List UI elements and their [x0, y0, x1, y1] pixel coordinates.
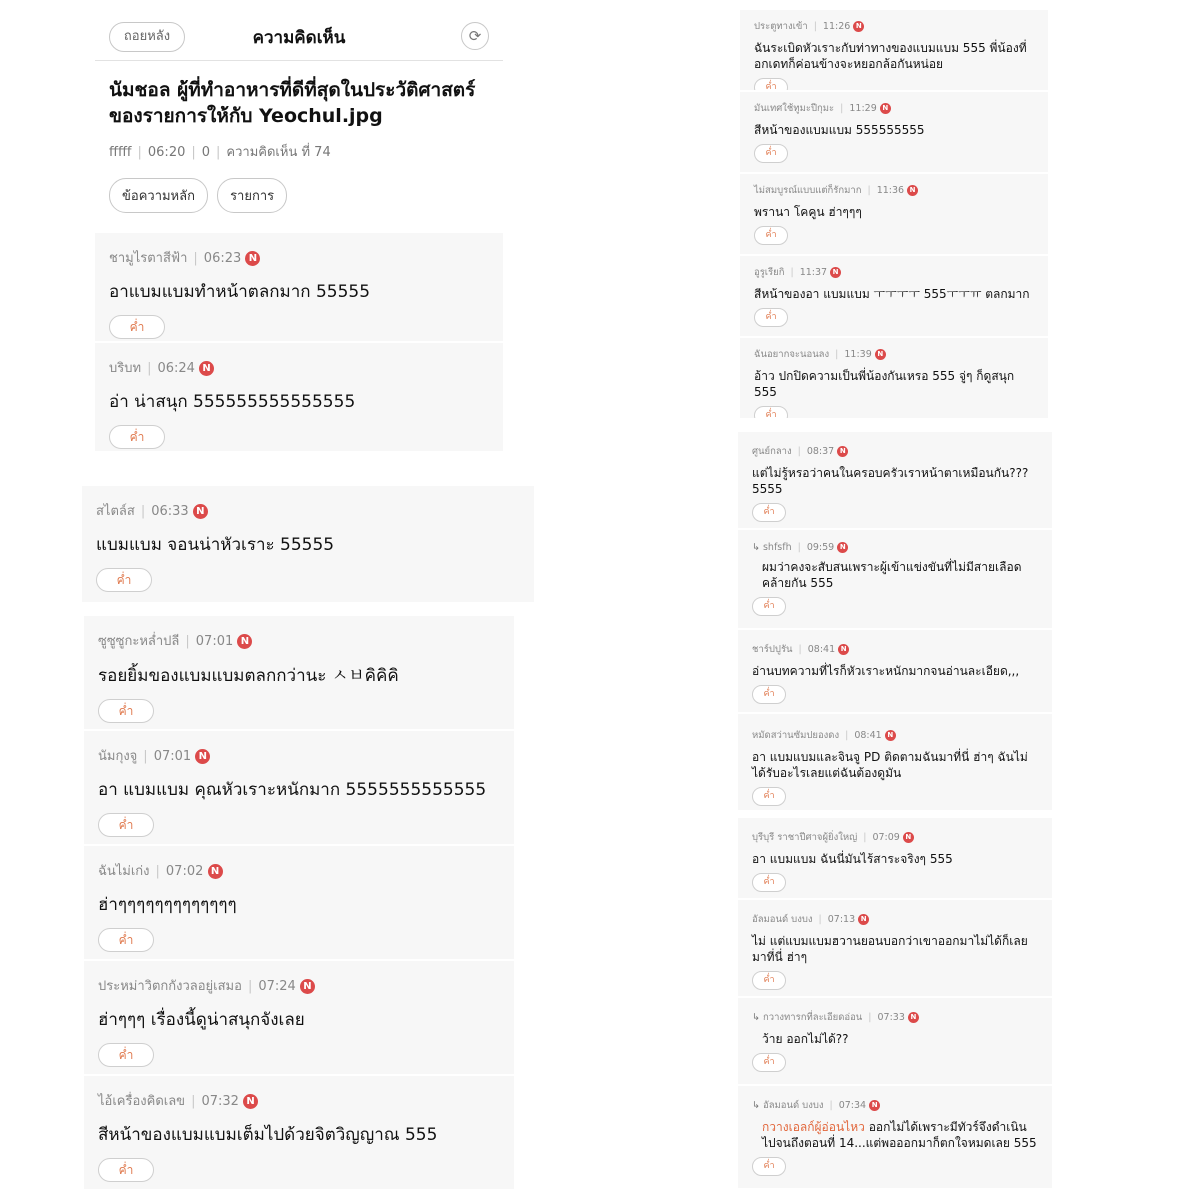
- comment-meta: [754, 183, 1034, 198]
- comment-time: 08:41: [807, 644, 836, 655]
- comment-time: 07:32: [201, 1094, 239, 1109]
- comment-item: [95, 343, 503, 453]
- comment-meta: [109, 357, 489, 378]
- comment-meta: [752, 642, 1038, 657]
- comment-time: 07:02: [165, 864, 204, 879]
- comment-author: ประหม่าวิตกกังวลอยู่เสมอ: [98, 979, 242, 994]
- comment-author: บุรีบุรี ราชาปีศาจผู้ยิ่งใหญ่: [752, 832, 858, 843]
- post-time: 06:20: [147, 145, 186, 160]
- reply-button[interactable]: ค่ำ: [754, 308, 788, 327]
- comment-author: บริบท: [109, 361, 142, 376]
- comment-item: [738, 530, 1052, 630]
- comment-meta: [752, 830, 1038, 845]
- comment-time: 11:37: [799, 267, 828, 278]
- comment-author: ไม่สมบูรณ์แบบแต่ก็รักมาก: [754, 185, 862, 196]
- tab-row: [95, 162, 503, 213]
- comment-text: อ่า น่าสนุก 555555555555555: [109, 392, 356, 412]
- comment-meta: [98, 860, 500, 881]
- meta-divider: |: [867, 185, 871, 196]
- comment-item: [740, 92, 1048, 174]
- comment-item: [738, 630, 1052, 714]
- new-badge-icon: N: [199, 361, 214, 376]
- new-badge-icon: N: [837, 446, 848, 457]
- comment-time: 08:37: [806, 446, 835, 457]
- comment-list: [738, 818, 1052, 1190]
- comment-item: [740, 174, 1048, 256]
- post-count: 0: [201, 145, 211, 160]
- comment-meta: [752, 444, 1038, 459]
- comment-text: สีหน้าของแบมแบมเต็มไปด้วยจิตวิญญาณ 555: [98, 1125, 438, 1145]
- meta-divider: |: [798, 644, 802, 655]
- comment-text: พรานา โคคูน ฮ่าๆๆๆ: [754, 205, 862, 219]
- meta-divider: |: [797, 542, 801, 553]
- meta-divider: |: [155, 864, 160, 879]
- screenshot-bottom-left: [84, 616, 514, 1190]
- comment-item: [738, 998, 1052, 1086]
- reply-button[interactable]: ค่ำ: [98, 928, 154, 952]
- new-badge-icon: N: [245, 251, 260, 266]
- meta-divider: |: [193, 251, 198, 266]
- reply-button[interactable]: ค่ำ: [98, 1043, 154, 1067]
- comment-text: ไม่ แต่แบมแบมฮวานยอนบอกว่าเขาออกมาไม่ได้ก็เลยมาที่นี่ ฮ่าๆ: [752, 934, 1028, 964]
- comment-item: [740, 338, 1048, 420]
- new-badge-icon: N: [880, 103, 891, 114]
- comment-time: 07:24: [258, 979, 296, 994]
- comment-author: อัลมอนด์ บงบง: [752, 914, 813, 925]
- comment-text: อาแบมแบมทำหน้าตลกมาก 55555: [109, 282, 371, 302]
- new-badge-icon: N: [208, 864, 223, 879]
- comment-author: อูรูเรียกิ: [754, 267, 785, 278]
- comment-item: [740, 256, 1048, 338]
- comment-text: ว้าย ออกไม่ได้??: [762, 1032, 849, 1046]
- comment-item: [738, 714, 1052, 812]
- comment-list: [740, 10, 1048, 420]
- post-author: fffff: [109, 145, 132, 160]
- comment-time: 06:33: [151, 504, 189, 519]
- comment-text: แบมแบม จอนน่าหัวเราะ 55555: [96, 535, 335, 555]
- reply-button[interactable]: ค่ำ: [754, 226, 788, 245]
- reply-button[interactable]: ค่ำ: [752, 597, 786, 616]
- comment-time: 11:39: [844, 349, 872, 360]
- tab-list[interactable]: รายการ: [217, 178, 287, 213]
- comment-meta: [752, 542, 1038, 553]
- comment-meta: [98, 975, 500, 996]
- meta-divider: |: [143, 749, 148, 764]
- comment-time: 07:13: [827, 914, 856, 925]
- screenshot-right-2: [738, 432, 1052, 812]
- comment-item: [82, 486, 534, 604]
- reply-button[interactable]: ค่ำ: [752, 787, 786, 806]
- comment-text: รอยยิ้มของแบมแบมตลกกว่านะ ㅅㅂคิคิคิ: [98, 666, 399, 686]
- meta-divider: |: [829, 1100, 833, 1111]
- mention-link[interactable]: กวางเอลก์ผู้อ่อนไหว: [762, 1120, 865, 1134]
- comment-meta: [754, 265, 1034, 280]
- comment-author: ชาร์ปปูรัน: [752, 644, 793, 655]
- new-badge-icon: N: [300, 979, 315, 994]
- comment-time: 07:34: [838, 1100, 867, 1111]
- comment-item: [84, 1076, 514, 1191]
- comment-item: [738, 432, 1052, 530]
- screenshot-right-3: [738, 818, 1052, 1190]
- comment-item: [84, 961, 514, 1076]
- post-meta: fffff | 06:20 | 0 | ความคิดเห็น ที่ 74: [109, 145, 331, 160]
- meta-divider: |: [818, 914, 822, 925]
- reply-button[interactable]: ค่ำ: [98, 1158, 154, 1182]
- comment-author: ฉันอยากจะนอนลง: [754, 349, 830, 360]
- comment-text: ผมว่าคงจะสับสนเพราะผู้เข้าแข่งขันที่ไม่มีสายเลือดคล้ายกัน 555: [762, 560, 1022, 590]
- comment-time: 08:41: [854, 730, 882, 741]
- comment-author: shfsfh: [762, 542, 792, 553]
- comment-author: ซูซูซูกะหล่ำปลี: [98, 634, 180, 649]
- meta-divider: |: [247, 979, 253, 994]
- comment-meta: [752, 1098, 1038, 1113]
- comment-meta: [754, 19, 1034, 34]
- comment-body: ออกไม่ได้เพราะมีทัวร์จึงดำเนินไปจนถึงตอนที่ 14...แต่พอออกมาก็ตกใจหมดเลย 555: [762, 1120, 1037, 1150]
- reply-button[interactable]: ค่ำ: [754, 78, 788, 92]
- new-badge-icon: N: [869, 1100, 880, 1111]
- reply-button[interactable]: ค่ำ: [98, 699, 154, 723]
- reply-button[interactable]: ค่ำ: [754, 144, 788, 163]
- new-badge-icon: N: [830, 267, 841, 278]
- new-badge-icon: N: [193, 504, 208, 519]
- comment-meta: [754, 347, 1034, 362]
- comment-item: [84, 616, 514, 731]
- meta-divider: |: [863, 832, 867, 843]
- meta-divider: |: [140, 504, 146, 519]
- comment-author: ฉันไม่เก่ง: [98, 864, 150, 879]
- comment-text: ฮ่าๆๆๆๆๆๆๆๆๆๆๆๆๆ: [98, 895, 237, 915]
- comment-list: [738, 432, 1052, 812]
- comment-time: 07:01: [153, 749, 192, 764]
- comment-author: นัมกุงจู: [98, 749, 138, 764]
- comment-number: ที่ 74: [301, 145, 331, 160]
- comment-item: [95, 233, 503, 343]
- comment-time: 07:01: [195, 634, 234, 649]
- comment-text: ฉันระเบิดหัวเราะกับท่าทางของแบมแบม 555 พี่น้องที่อกเดทก็ค่อนข้างจะหยอกล้อกันหน่อย: [754, 41, 1027, 71]
- new-badge-icon: N: [875, 349, 886, 360]
- new-badge-icon: N: [908, 1012, 919, 1023]
- meta-divider: |: [845, 730, 849, 741]
- comment-list: [82, 486, 534, 604]
- comment-time: 07:33: [877, 1012, 905, 1023]
- comment-list: [84, 616, 514, 1191]
- new-badge-icon: N: [907, 185, 918, 196]
- screenshot-right-1: [740, 10, 1048, 430]
- reply-button[interactable]: ค่ำ: [96, 568, 152, 592]
- reply-button[interactable]: ค่ำ: [752, 873, 786, 892]
- meta-divider: |: [868, 1012, 872, 1023]
- new-badge-icon: N: [237, 634, 252, 649]
- comment-label: ความคิดเห็น: [226, 145, 298, 160]
- comment-text: สีหน้าของอา แบมแบม ㅜㅜㅜㅜ 555ㅜㅜㅠ ตลกมาก: [754, 287, 1030, 301]
- meta-divider: |: [813, 21, 817, 32]
- top-bar: [95, 12, 503, 61]
- meta-divider: |: [840, 103, 844, 114]
- comment-meta: [109, 247, 489, 268]
- comment-time: 07:09: [872, 832, 900, 843]
- comment-item: [84, 731, 514, 846]
- page-title: ความคิดเห็น: [252, 28, 346, 48]
- comment-meta: [752, 912, 1038, 927]
- comment-text: อา แบมแบม ฉันนี่มันไร้สาระจริงๆ 555: [752, 852, 953, 866]
- comment-meta: [96, 500, 520, 521]
- meta-divider: |: [191, 1094, 196, 1109]
- comment-author: ชามูไรตาสีฟ้า: [109, 251, 188, 266]
- comment-author: สไตล์ส: [96, 504, 135, 519]
- new-badge-icon: N: [903, 832, 914, 843]
- reply-button[interactable]: ค่ำ: [109, 425, 165, 449]
- comment-author: หมัดสว่านซัมปยองดง: [752, 730, 840, 741]
- comment-author: อัลมอนด์ บงบง: [762, 1100, 824, 1111]
- new-badge-icon: N: [885, 730, 896, 741]
- reply-button[interactable]: ค่ำ: [754, 406, 788, 420]
- comment-text: สีหน้าของแบมแบม 555555555: [754, 123, 925, 137]
- comment-item: [740, 10, 1048, 92]
- reply-arrow-icon: ↳: [752, 1012, 763, 1023]
- post-title: นัมชอล ผู้ที่ทำอาหารที่ดีที่สุดในประวัติศาสตร์ของรายการให้กับ Yeochul.jpg: [109, 79, 476, 127]
- meta-divider: |: [797, 446, 801, 457]
- comment-meta: [752, 728, 1038, 743]
- comment-text: อ่านบทความที่ไรก็หัวเราะหนักมากจนอ่านละเอียด,,,: [752, 664, 1020, 678]
- back-button[interactable]: ถอยหลัง: [109, 22, 185, 52]
- comment-meta: [752, 1010, 1038, 1025]
- reply-button[interactable]: ค่ำ: [109, 315, 165, 339]
- meta-divider: |: [185, 634, 190, 649]
- comment-text: ฮ่าๆๆๆ เรื่องนี้ดูน่าสนุกจังเลย: [98, 1010, 305, 1030]
- reply-button[interactable]: ค่ำ: [752, 685, 786, 704]
- new-badge-icon: N: [838, 644, 849, 655]
- comment-item: [84, 846, 514, 961]
- reply-arrow-icon: ↳: [752, 542, 763, 553]
- refresh-icon[interactable]: ⟳: [461, 22, 489, 50]
- comment-time: 06:24: [157, 361, 195, 376]
- comment-list: [95, 233, 503, 453]
- comment-text: อา แบมแบม คุณหัวเราะหนักมาก 5555555555555: [98, 780, 487, 800]
- reply-button[interactable]: ค่ำ: [752, 503, 786, 522]
- new-badge-icon: N: [195, 749, 210, 764]
- new-badge-icon: N: [853, 21, 864, 32]
- screenshot-top-left: [95, 12, 503, 450]
- meta-divider: |: [790, 267, 794, 278]
- tab-main-post[interactable]: ข้อความหลัก: [109, 178, 208, 213]
- comment-author: ประตูทางเข้า: [754, 21, 808, 32]
- comment-time: 11:29: [849, 103, 877, 114]
- comment-item: [738, 900, 1052, 998]
- comment-time: 11:26: [822, 21, 851, 32]
- comment-author: ไอ้เครื่องคิดเลข: [98, 1094, 186, 1109]
- new-badge-icon: N: [837, 542, 848, 553]
- reply-button[interactable]: ค่ำ: [98, 813, 154, 837]
- comment-meta: [754, 101, 1034, 116]
- comment-text: อา แบมแบมและจินจู PD ติดตามฉันมาที่นี่ ฮ่าๆ ฉันไม่ได้รับอะไรเลยแต่ฉันต้องดูมัน: [752, 750, 1028, 780]
- new-badge-icon: N: [858, 914, 869, 925]
- comment-text: แต่ไม่รู้หรอว่าคนในครอบครัวเราหน้าตาเหมือนกัน??? 5555: [752, 466, 1029, 496]
- comment-time: 06:23: [203, 251, 242, 266]
- comment-text: [752, 1119, 1038, 1151]
- comment-time: 11:36: [876, 185, 905, 196]
- comment-item: [738, 1086, 1052, 1190]
- comment-author: มันเทศใช้ทูมะปีกุมะ: [754, 103, 835, 114]
- comment-meta: [98, 745, 500, 766]
- comment-meta: [98, 1090, 500, 1111]
- screenshot-middle-left: [82, 486, 534, 604]
- comment-author: ศูนย์กลาง: [752, 446, 792, 457]
- reply-arrow-icon: ↳: [752, 1100, 763, 1111]
- new-badge-icon: N: [243, 1094, 258, 1109]
- meta-divider: |: [835, 349, 839, 360]
- reply-button[interactable]: ค่ำ: [752, 1157, 786, 1176]
- comment-author: กวางทารกที่ละเอียดอ่อน: [762, 1012, 863, 1023]
- comment-meta: [98, 630, 500, 651]
- meta-divider: |: [147, 361, 152, 376]
- comment-item: [738, 818, 1052, 900]
- reply-button[interactable]: ค่ำ: [752, 971, 786, 990]
- comment-text: อ้าว ปกปิดความเป็นพี่น้องกันเหรอ 555 จู่ๆ ก็ดูสนุก 555: [754, 369, 1015, 399]
- reply-button[interactable]: ค่ำ: [752, 1053, 786, 1072]
- comment-time: 09:59: [806, 542, 835, 553]
